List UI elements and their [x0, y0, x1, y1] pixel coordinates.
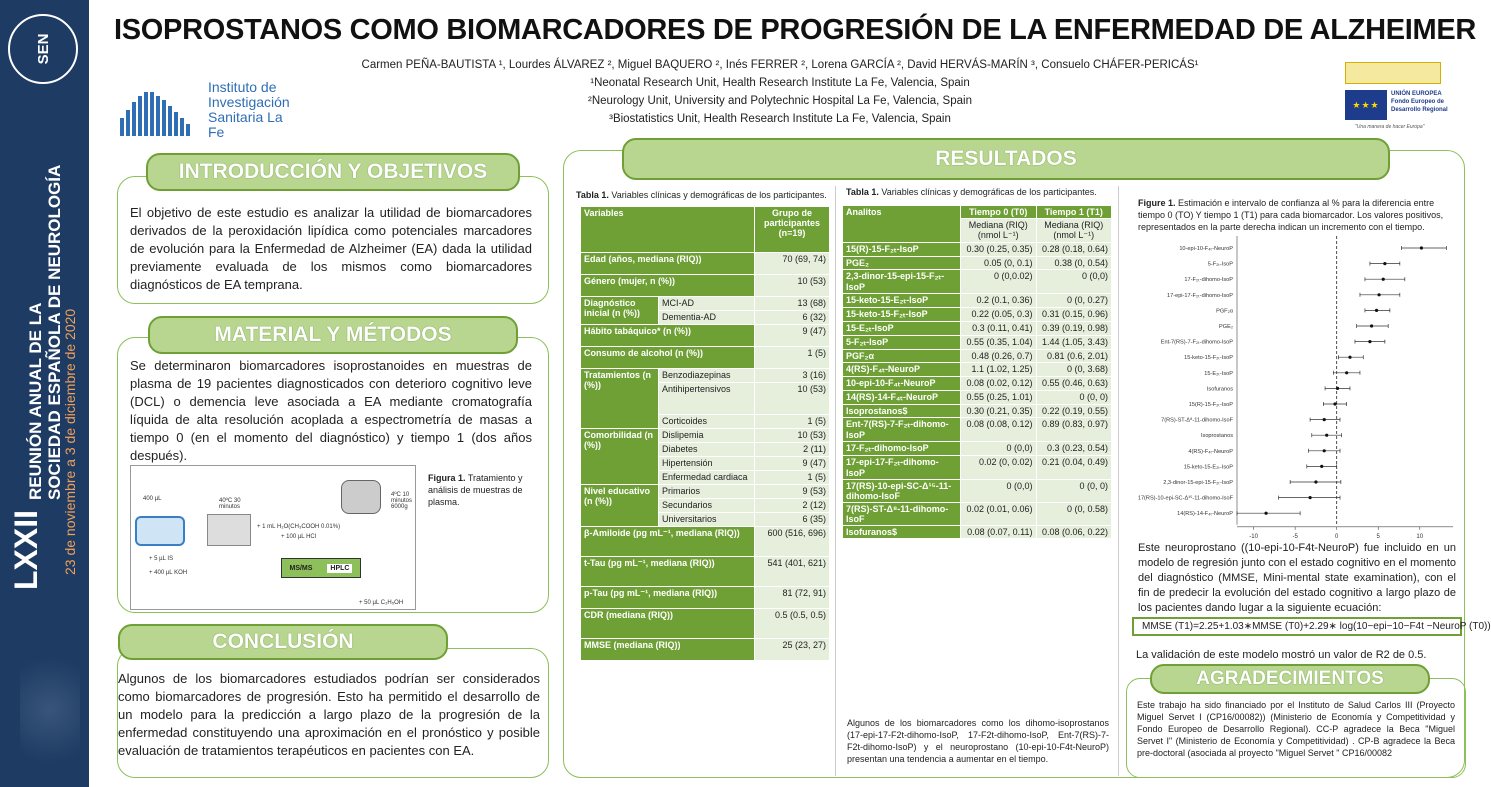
table1-cell-value: 10 (53)	[755, 275, 830, 297]
table2-cell-t1: 0 (0, 0)	[1036, 391, 1112, 405]
forest-row-label: Isoprostanos	[1200, 433, 1233, 440]
forest-point	[1309, 496, 1312, 499]
table2-cell-t1: 0.21 (0.04, 0.49)	[1036, 456, 1112, 480]
forest-plot	[1125, 236, 1460, 540]
table1-cell-value: 25 (23, 27)	[755, 639, 830, 661]
sen-logo: SEN	[8, 14, 78, 84]
forest-point	[1375, 309, 1378, 312]
table-row	[843, 308, 1112, 322]
table2-cell-t1: 0.55 (0.46, 0.63)	[1036, 377, 1112, 391]
eu-flag-icon: ★★★	[1345, 90, 1387, 120]
table2-cell-analyte: 17(RS)-10-epi-SC-Δ¹⁵-11-dihomo-IsoF	[843, 480, 961, 503]
sidebar-dates: 23 de noviembre a 3 de diciembre de 2020	[62, 308, 78, 575]
table1-cell-variable: t-Tau (pg mL⁻¹, mediana (RIQ))	[581, 557, 755, 587]
table-row	[581, 347, 830, 369]
fig-label-koh: + 400 µL KOH	[149, 570, 188, 576]
table2-cell-analyte: Isofuranos$	[843, 526, 961, 539]
table2-cell-t1: 0 (0, 3.68)	[1036, 363, 1112, 377]
author-names: Carmen PEÑA-BAUTISTA ¹, Lourdes ÁLVAREZ ², Miguel BAQUERO ², Inés FERRER ², Lorena GARCÍA ², David HERVÁS-MARÍN ³, Consuelo CHÁFER-PERICÁS¹	[361, 59, 1199, 71]
forest-row-label: 14(RS)-14-F₄ₜ-NeuroP	[1177, 511, 1233, 518]
table2-cell-analyte: Ent-7(RS)-7-F₂ₜ-dihomo-IsoP	[843, 418, 961, 442]
table1-header-variables: Variables	[581, 207, 755, 253]
table-row	[843, 257, 1112, 270]
table1-cell-variable: Nivel educativo (n (%))	[581, 485, 659, 527]
table2-cell-t0: 0.05 (0, 0.1)	[961, 257, 1037, 270]
table1-cell-value: 6 (35)	[755, 513, 830, 527]
forest-point	[1382, 278, 1385, 281]
table1-cell-value: 541 (401, 621)	[755, 557, 830, 587]
table2-cell-t0: 0.30 (0.25, 0.35)	[961, 243, 1037, 257]
fig-label-volume: 400 µL	[143, 496, 162, 502]
table2-cell-t0: 0.2 (0.1, 0.36)	[961, 294, 1037, 308]
table2-cell-t1: 0.38 (0, 0.54)	[1036, 257, 1112, 270]
funding-logos	[1345, 62, 1465, 132]
forest-row-label: Ent-7(RS)-7-F₂ₜ-dihomo-IsoP	[1160, 339, 1233, 346]
tubes-rack-icon	[135, 516, 185, 546]
table1-cell-variable: β-Amiloide (pg mL⁻¹, mediana (RIQ))	[581, 527, 755, 557]
table1-cell-variable: p-Tau (pg mL⁻¹, mediana (RIQ))	[581, 587, 755, 609]
forest-row-label: 10-epi-10-F₄ₜ-NeuroP	[1179, 246, 1233, 252]
table2-note: Algunos de los biomarcadores como los dihomo-isoprostanos (17-epi-17-F2t-dihomo-IsoP, 17-F2t-dihomo-IsoP, Ent-7(RS)-7-F2t-dihomo-IsoP) y el neuroprostano (10-epi-10-F4t-NeuroP) presentan una tendencia a aumentar en el tiempo.	[847, 718, 1109, 764]
forest-row-label: 5-F₂ₜ-IsoP	[1207, 261, 1233, 268]
table2-cell-analyte: 15-E₂ₜ-IsoP	[843, 322, 961, 336]
forest-x-tick-label: 5	[1376, 533, 1380, 540]
table-row	[843, 350, 1112, 363]
table-row	[843, 270, 1112, 294]
table-row	[581, 639, 830, 661]
table1-cell-value: 6 (32)	[755, 311, 830, 325]
results-title: RESULTADOS	[622, 138, 1390, 180]
sidebar	[0, 0, 89, 787]
forest-point	[1348, 356, 1351, 359]
table2-header-analitos: Analitos	[843, 206, 961, 243]
validation-text: La validación de este modelo mostró un valor de R2 de 0.5.	[1136, 649, 1427, 661]
table1-cell-value: 81 (72, 91)	[755, 587, 830, 609]
ms-hplc-instrument: MS/MS HPLC	[281, 558, 361, 578]
model-text: Este neuroprostano ((10-epi-10-F4t-NeuroP) fue incluido en un modelo de regresión junto con el estado cognitivo en el momento del diagnóstico (MMSE, Mini-mental state examination), con el fin de predecir la evolución del estado cognitivo a largo plazo de los pacientes dando lugar a la siguiente ecuación:	[1138, 542, 1456, 614]
sidebar-meeting-number: LXXII	[8, 509, 44, 590]
table1-cell-variable: Edad (años, mediana (RIQ))	[581, 253, 755, 275]
forest-point	[1345, 371, 1348, 374]
forest-point	[1264, 512, 1267, 515]
table-row	[581, 297, 830, 311]
forest-point	[1320, 465, 1323, 468]
table2-cell-t1: 0 (0, 0.58)	[1036, 503, 1112, 526]
table1-header-group: Grupo de participantes (n=19)	[755, 207, 830, 253]
forest-point	[1325, 434, 1328, 437]
table2-cell-analyte: PGF₂α	[843, 350, 961, 363]
table2-cell-t1: 0.39 (0.19, 0.98)	[1036, 322, 1112, 336]
forest-point	[1314, 480, 1317, 483]
table2-subheader-t1: Mediana (RIQ) (nmol L⁻¹)	[1036, 219, 1112, 243]
table2-cell-t1: 0.22 (0.19, 0.55)	[1036, 405, 1112, 418]
table2-cell-t1: 0.08 (0.06, 0.22)	[1036, 526, 1112, 539]
table2-cell-analyte: 15(R)-15-F₂ₜ-IsoP	[843, 243, 961, 257]
table2-cell-analyte: 17-epi-17-F₂ₜ-dihomo-IsoP	[843, 456, 961, 480]
affiliation-1: ¹Neonatal Research Unit, Health Research Institute La Fe, Valencia, Spain	[590, 77, 970, 89]
table1-cell-value: 9 (47)	[755, 457, 830, 471]
table2-cell-analyte: 4(RS)-F₄ₜ-NeuroP	[843, 363, 961, 377]
table2-cell-t0: 0.3 (0.11, 0.41)	[961, 322, 1037, 336]
forest-point	[1377, 293, 1380, 296]
table2-cell-t1: 0 (0, 0)	[1036, 480, 1112, 503]
table-row	[581, 369, 830, 383]
forest-x-tick-label: 0	[1335, 533, 1339, 540]
table2-caption: Tabla 1. Variables clínicas y demográficas de los participantes.	[846, 187, 1097, 197]
table2-header-t1: Tiempo 1 (T1)	[1036, 206, 1112, 219]
table-row	[843, 336, 1112, 350]
forest-point	[1420, 246, 1423, 249]
results-divider-1	[835, 186, 836, 776]
affiliation-2: ²Neurology Unit, University and Polytechnic Hospital La Fe, Valencia, Spain	[588, 95, 972, 107]
forest-point	[1333, 402, 1336, 405]
table2-cell-t0: 0.02 (0, 0.02)	[961, 456, 1037, 480]
table2-cell-t0: 0 (0,0)	[961, 442, 1037, 456]
forest-row-label: 15(R)-15-F₂ₜ-IsoP	[1188, 402, 1233, 408]
forest-point	[1323, 418, 1326, 421]
authors-block	[360, 56, 1200, 128]
fig-label-incubation: 40ºC 30 minutos	[219, 498, 241, 510]
government-logo	[1345, 62, 1441, 84]
heater-icon	[207, 514, 251, 546]
table1-cell-category: Enfermedad cardiaca	[659, 471, 755, 485]
table2-cell-t1: 0 (0, 0.27)	[1036, 294, 1112, 308]
table2-cell-t0: 0.48 (0.26, 0.7)	[961, 350, 1037, 363]
table1-cell-variable: Género (mujer, n (%))	[581, 275, 755, 297]
table-row	[843, 456, 1112, 480]
table-row	[843, 405, 1112, 418]
table-row	[581, 557, 830, 587]
table2-cell-analyte: 15-keto-15-E₂ₜ-IsoP	[843, 294, 961, 308]
table-row	[843, 442, 1112, 456]
table1-cell-variable: CDR (mediana (RIQ))	[581, 609, 755, 639]
table-row	[581, 253, 830, 275]
forest-point	[1370, 324, 1373, 327]
table2-cell-t0: 0.08 (0.08, 0.12)	[961, 418, 1037, 442]
centrifuge-icon	[341, 480, 381, 514]
table1-caption: Tabla 1. Variables clínicas y demográficas de los participantes.	[576, 190, 827, 200]
eu-label: UNIÓN EUROPEA Fondo Europeo de Desarrollo Regional	[1391, 91, 1448, 113]
table-row	[843, 377, 1112, 391]
regression-equation: MMSE (T1)=2.25+1.03∗MMSE (T0)+2.29∗ log(10−epi−10−F4t −NeuroP (T0))	[1132, 617, 1462, 636]
table2-cell-analyte: 5-F₂ₜ-IsoP	[843, 336, 961, 350]
intro-text: El objetivo de este estudio es analizar la utilidad de biomarcadores derivados de la peroxidación lipídica como potenciales marcadores de evolución para la Enfermedad de Alzheimer (EA) dada la utilidad previamente evaluada de los mismos como biomarcadores diagnósticos de EA temprana.	[130, 205, 532, 292]
table2-cell-t1: 0 (0,0)	[1036, 270, 1112, 294]
forest-x-tick-label: -5	[1292, 533, 1298, 540]
table-row	[581, 485, 830, 499]
forest-row-label: 17-F₂ₜ-dihomo-IsoP	[1184, 277, 1233, 284]
table1-cell-value: 2 (12)	[755, 499, 830, 513]
affiliation-3: ³Biostatistics Unit, Health Research Institute La Fe, Valencia, Spain	[609, 113, 951, 125]
brain-illustration	[20, 640, 80, 780]
table2-header-t0: Tiempo 0 (T0)	[961, 206, 1037, 219]
table1-cell-value: 10 (53)	[755, 429, 830, 443]
table1-cell-variable: MMSE (mediana (RIQ))	[581, 639, 755, 661]
table-row	[843, 294, 1112, 308]
table2-subheader-t0: Mediana (RIQ) (nmol L⁻¹)	[961, 219, 1037, 243]
table2-cell-analyte: 10-epi-10-F₄ₜ-NeuroP	[843, 377, 961, 391]
fig-label-ethanol: + 50 µL C₂H₅OH	[359, 600, 404, 606]
table1-cell-category: Universitarios	[659, 513, 755, 527]
table-row	[581, 325, 830, 347]
forest-point	[1336, 387, 1339, 390]
methods-figure	[130, 465, 416, 610]
forest-row-label: 17-epi-17-F₂ₜ-dihomo-IsoP	[1167, 292, 1233, 299]
table2-cell-analyte: 15-keto-15-F₂ₜ-IsoP	[843, 308, 961, 322]
table1-cell-value: 1 (5)	[755, 347, 830, 369]
table1-cell-value: 1 (5)	[755, 415, 830, 429]
table2-cell-t1: 0.81 (0.6, 2.01)	[1036, 350, 1112, 363]
forest-point	[1323, 449, 1326, 452]
forest-row-label: Isofuranos	[1206, 386, 1233, 393]
table2-cell-t0: 0 (0,0)	[961, 480, 1037, 503]
table1-cell-value: 1 (5)	[755, 471, 830, 485]
forest-x-tick-label: 10	[1416, 533, 1424, 540]
table2-cell-t1: 0.89 (0.83, 0.97)	[1036, 418, 1112, 442]
methods-text: Se determinaron biomarcadores isoprostanoides en muestras de plasma de 19 pacientes diagnosticados con deterioro cognitivo leve (DCL) o demencia leve asociada a EA mediante cromatografía líquida de alta resolución acoplada a espectrometría de masas a tiempo 0 (en el momento del diagnóstico) y tiempo 1 (dos años después).	[130, 358, 532, 463]
table2-cell-t1: 0.31 (0.15, 0.96)	[1036, 308, 1112, 322]
table-row	[843, 322, 1112, 336]
forest-row-label: 2,3-dinor-15-epi-15-F₂ₜ-IsoP	[1163, 480, 1233, 486]
table-row	[843, 363, 1112, 377]
table1-cell-category: Antihipertensivos	[659, 383, 755, 415]
table-row	[843, 243, 1112, 257]
table-row	[843, 391, 1112, 405]
forest-point	[1368, 340, 1371, 343]
forest-figure-caption: Figure 1. Estimación e intervalo de confianza al % para la diferencia entre tiempo 0 (TO) Y tiempo 1 (T1) para cada biomarcador. Los valores positivos, representados en la parte derecha indican un incremento con el tiempo.	[1138, 198, 1444, 232]
table2-cell-t0: 0.08 (0.07, 0.11)	[961, 526, 1037, 539]
institute-logo-bars	[120, 92, 190, 136]
fig-label-is: + 5 µL IS	[149, 556, 174, 562]
table-row	[843, 418, 1112, 442]
conclusion-title: CONCLUSIÓN	[118, 624, 448, 660]
table2-cell-t0: 0.08 (0.02, 0.12)	[961, 377, 1037, 391]
forest-x-tick-label: -10	[1249, 533, 1258, 540]
ack-text: Este trabajo ha sido financiado por el Instituto de Salud Carlos III (Proyecto Miguel Servet I (CP16/00082)) (Ministerio de Economía y Competitividad y Fondo Europeo de Desarrollo Regional). CC-P agradece la Beca "Miguel Servet I" (Ministerio de Economía y Competitividad) . CP-B agradece la Beca pre-doctoral (asociada al proyecto "Miguel Servet " CP16/00082	[1137, 700, 1455, 758]
institute-logo	[120, 80, 290, 140]
table1-cell-category: Dementia-AD	[659, 311, 755, 325]
clinical-table	[580, 206, 830, 661]
forest-row-label: 15-E₂ₜ-IsoP	[1204, 370, 1233, 377]
table2-cell-analyte: 7(RS)-ST-Δ⁸-11-dihomo-IsoF	[843, 503, 961, 526]
table2-cell-t0: 0 (0,0.02)	[961, 270, 1037, 294]
biomarker-table	[842, 205, 1112, 539]
fig-label-hcl: + 100 µL HCl	[281, 534, 317, 540]
table1-cell-value: 13 (68)	[755, 297, 830, 311]
table-row	[843, 526, 1112, 539]
table2-cell-t0: 0.55 (0.25, 1.01)	[961, 391, 1037, 405]
table1-cell-category: Benzodiazepinas	[659, 369, 755, 383]
table1-cell-variable: Consumo de alcohol (n (%))	[581, 347, 755, 369]
table1-cell-variable: Hábito tabáquico* (n (%))	[581, 325, 755, 347]
table-row	[581, 587, 830, 609]
methods-figure-caption: Figura 1. Tratamiento y análisis de muestras de plasma.	[428, 473, 523, 507]
table1-cell-category: Secundarios	[659, 499, 755, 513]
table1-cell-value: 600 (516, 696)	[755, 527, 830, 557]
forest-row-label: 15-keto-15-F₂ₜ-IsoP	[1184, 355, 1233, 362]
ack-title: AGRADECIMIENTOS	[1150, 664, 1430, 694]
fig-label-centrifuge: 4ºC 10 minutos 6000g	[391, 492, 413, 510]
table1-cell-value: 70 (69, 74)	[755, 253, 830, 275]
forest-row-label: 15-keto-15-E₂ₜ-IsoP	[1183, 464, 1233, 471]
table1-cell-category: MCI-AD	[659, 297, 755, 311]
results-divider-2	[1118, 186, 1119, 776]
forest-row-label: PGF₂α	[1216, 308, 1233, 315]
eu-tagline: "Una manera de hacer Europa"	[1355, 124, 1425, 130]
table1-cell-category: Corticoides	[659, 415, 755, 429]
table2-cell-analyte: 17-F₂ₜ-dihomo-IsoP	[843, 442, 961, 456]
table1-cell-value: 10 (53)	[755, 383, 830, 415]
table2-cell-analyte: 14(RS)-14-F₄ₜ-NeuroP	[843, 391, 961, 405]
table-row	[843, 480, 1112, 503]
table1-cell-value: 9 (53)	[755, 485, 830, 499]
table2-cell-t0: 0.02 (0.01, 0.06)	[961, 503, 1037, 526]
table-row	[581, 275, 830, 297]
forest-row-label: 17(RS)-10-epi-SC-Δ¹⁵-11-dihomo-IsoF	[1137, 495, 1233, 502]
table-row	[843, 503, 1112, 526]
methods-title: MATERIAL Y MÉTODOS	[148, 316, 518, 354]
table1-cell-variable: Comorbilidad (n (%))	[581, 429, 659, 485]
fig-label-water: + 1 mL H₂O(CH₃COOH 0.01%)	[257, 524, 341, 530]
table2-cell-analyte: 2,3-dinor-15-epi-15-F₂ₜ-IsoP	[843, 270, 961, 294]
poster-title: ISOPROSTANOS COMO BIOMARCADORES DE PROGRESIÓN DE LA ENFERMEDAD DE ALZHEIMER	[114, 14, 1477, 46]
table1-cell-category: Diabetes	[659, 443, 755, 457]
forest-row-label: 7(RS)-ST-Δ⁸-11-dihomo-IsoF	[1161, 417, 1233, 424]
table2-cell-t1: 1.44 (1.05, 3.43)	[1036, 336, 1112, 350]
table2-cell-t1: 0.3 (0.23, 0.54)	[1036, 442, 1112, 456]
table2-cell-t0: 0.55 (0.35, 1.04)	[961, 336, 1037, 350]
table1-cell-variable: Tratamientos (n (%))	[581, 369, 659, 429]
intro-title: INTRODUCCIÓN Y OBJETIVOS	[146, 153, 520, 191]
table1-cell-category: Primarios	[659, 485, 755, 499]
forest-row-label: 4(RS)-F₄ₜ-NeuroP	[1188, 448, 1233, 455]
table-row	[581, 527, 830, 557]
table2-cell-t1: 0.28 (0.18, 0.64)	[1036, 243, 1112, 257]
table2-cell-t0: 0.22 (0.05, 0.3)	[961, 308, 1037, 322]
table1-cell-category: Dislipemia	[659, 429, 755, 443]
conclusion-text: Algunos de los biomarcadores estudiados podrían ser considerados como biomarcadores de progresión. Esto ha permitido el desarrollo de un modelo para la predicción a largo plazo de la progresión de la enfermedad constituyendo una aproximación en el pronóstico y posible evaluación de tratamientos terapéuticos en pacientes con EA.	[118, 671, 540, 758]
institute-logo-text: Instituto de Investigación Sanitaria La Fe	[208, 79, 290, 140]
table1-cell-value: 3 (16)	[755, 369, 830, 383]
table2-cell-analyte: Isoprostanos$	[843, 405, 961, 418]
forest-row-label: PGE₂	[1219, 324, 1233, 330]
forest-point	[1383, 262, 1386, 265]
table1-cell-variable: Diagnóstico inicial (n (%))	[581, 297, 659, 325]
table1-cell-value: 0.5 (0.5, 0.5)	[755, 609, 830, 639]
table1-cell-value: 2 (11)	[755, 443, 830, 457]
table2-cell-t0: 1.1 (1.02, 1.25)	[961, 363, 1037, 377]
sidebar-meeting-name: REUNIÓN ANUAL DE LA SOCIEDAD ESPAÑOLA DE NEUROLOGÍA	[26, 164, 64, 500]
table-row	[581, 429, 830, 443]
table-row	[581, 609, 830, 639]
table2-cell-analyte: PGE₂	[843, 257, 961, 270]
table1-cell-category: Hipertensión	[659, 457, 755, 471]
table1-cell-value: 9 (47)	[755, 325, 830, 347]
table2-cell-t0: 0.30 (0.21, 0.35)	[961, 405, 1037, 418]
